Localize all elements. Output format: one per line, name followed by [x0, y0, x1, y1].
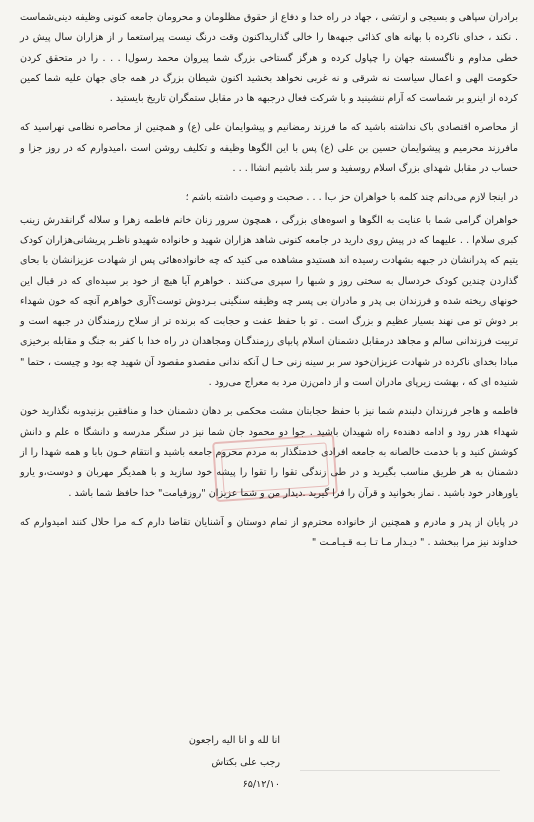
letter-date: ۶۵/۱۲/۱۰ [242, 779, 280, 790]
closing-verse: انا لله و انا الیه راجعون [188, 735, 280, 746]
paragraph-soldiers: برادران سپاهی و بسیجی و ارتشی ، جهاد در راه خدا و دفاع از حقوق مظلومان و محرومان جامعه کنونی وظیفه دینی‌شماست . نکند ، خدای ناکرده با بهانه های کذائی جبهه‌ها را خالی گذارید‌اکنون وقت درنگ نیست پیراستعما ر از هزاران سال پیش در خطی مداوم و ناگسسته جهان را چپاول کرده و هرگز گستاخی بزرگ شما پیروان محمد رسول‌ا . . . را در متحقق کردن حکومت الهی و اعمال سیاست نه شرقی و نه غربی نخواهد بخشید اکنون شیطان بزرگ در همه جای جهان علیه شما کمین کرده از اینرو بر شماست که آرام ننشینید و با شرکت فعال درجبهه ها در مقابل ستمگران تاریخ بایستید . [20, 12, 518, 105]
paragraph-farewell: در پایان از پدر و مادرم و همچنین از خانواده محترم‌و از تمام دوستان و آشنایان تقاضا دارم کـه مرا حلال کنند امیدوارم که خداوند نیز مرا ببخشد . " دیـدار مـا تـا بـه قـیـامـت " [20, 516, 518, 549]
paragraph-siege: از محاصره اقتصادی باک نداشته باشید که ما فرزند رمضانیم و پیشوایمان علی (ع) و همچنین از محاصره نظامی نهراسید که مافرزند محرمیم و پیشوایمان حسین بن علی (ع) پس با این الگوها وظیفه و تکلیف روشن است ،امیدوارم که در روز جزا و حساب در مقابل شهدای بزرگ اسلام روسفید و سر بلند باشیم انشا‌ا . . . [20, 122, 518, 175]
paragraph-sisters-intro: در اینجا لازم می‌دانم چند کلمه با خواهران حز ب‌ا . . . صحبت و وصیت داشته باشم ؛ [185, 192, 518, 204]
paragraph-sisters: خواهران گرامی شما با عنایت به الگوها و اسوه‌های بزرگی ، همچون سرور زنان خانم فاطمه زهرا و سلاله گرانقدرش زینب کبری سلام‌ا . . علیهما که در پیش روی دارید در جامعه کنونی شاهد هزاران شهید و خانواده شهیدو ناظـر پریشانی‌هزاران کودک یتیم که پدرانشان در جبهه بشهادت رسیده اند هستیدو مشاهده می کنید که چه خانواده‌هائی پس از شهادت عزیزانشان با بحای گذاردن چندین کودک خردسال به سختی روز و شبها را سپری می‌کنند . خواهرم آیا هیچ از خود بر سیده‌ای که در قبال این خونهای ریخته شده و فرزندان بی پدر و مادران بی پسر چه وظیفه سنگینی بـردوش توست؟آری خواهرم آنچه که خون شهداء بر دوش تو می نهند بسیار عظیم و بزرگ است . تو با حفظ عفت و حجابت که برنده تر از سلاح رزمندگان در جبهه است و تربیت فرزندانی سالم و مجاهد درمقابل دشمنان اسلام پابپای رزمندگـان ومجاهدان در راه خدا با کفر به جنگ و مقابله برخیزی مبادا بخدای ناکرده در شهادت عزیزان‌خود سر بر سینه زنی حـا ل آنکه ندانی مقصدو مقصود آن شهید چه بود و چیست ، حتما " شنیده ای که ، بهشت زیرپای مادران است و از دامن‌زن مرد به معراج می‌رود . [20, 214, 518, 389]
signer-name: رجب علی بکتاش [211, 757, 280, 768]
faint-show-through [300, 770, 500, 801]
paragraph-children: فاطمه و هاجر فرزندان دلبندم شما نیز با حفظ حجابتان مشت محکمی بر دهان دشمنان خدا و منافقین بزنیدوبه نگذارید خون شهداء هدر رود و ادامه دهنده‌‌ء راه شهیدان باشید . جوا دو محمود جان شما نیز در سنگر مدرسه و دانشگا ه علم و دانش کوشش کنید و با خدمت خالصانه به جامعه افرادی خدمتگذار به مردم محروم جامعه باشید و انتقام خـون بابا و همه شهدا را از دشمنان به هر طریق مناسب بگیرید و در طی زندگی تقوا را تقوا را پیشه خود سازید و با همدیگر مهربان و دوست،و یارو یاورهادر خود باشید . نماز بخوانید و قرآن را فرا گیرید .دیدار من و شما عزیزان "روزقیامت" خدا حافظ شما باشد . [20, 406, 518, 499]
letter-body [20, 8, 518, 562]
closing-block [80, 730, 280, 796]
